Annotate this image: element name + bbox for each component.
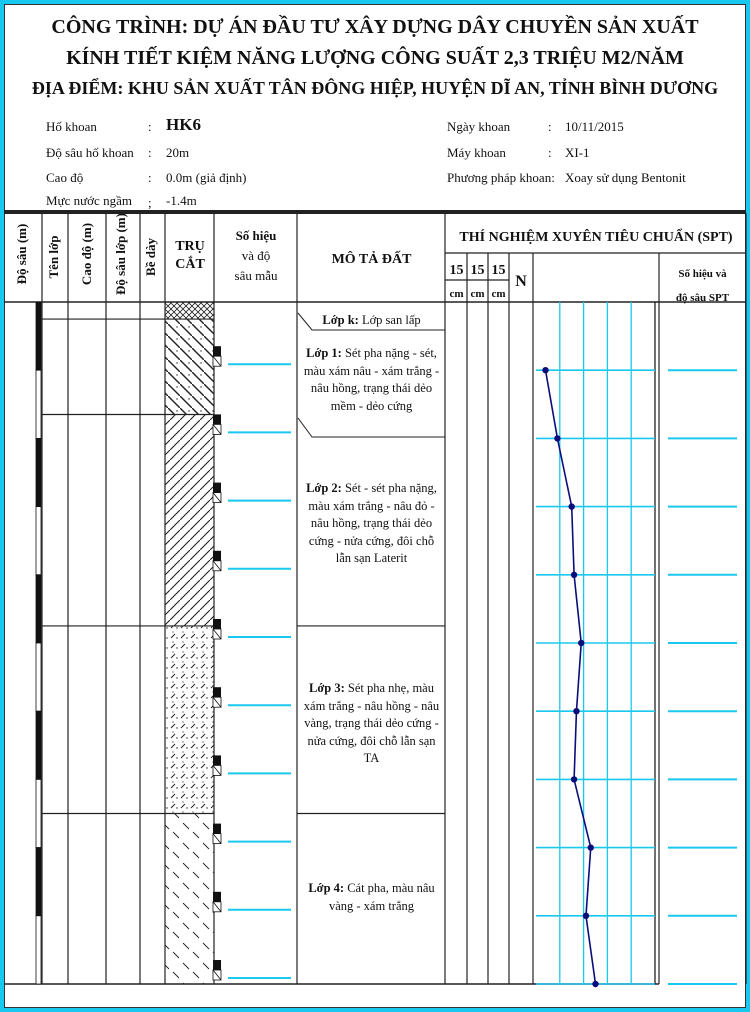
sample-line2: và độ (241, 248, 271, 264)
soil-description-label: Lớp 2: (306, 481, 342, 495)
depth-scale-segment (36, 507, 41, 575)
info-value-machine: XI-1 (565, 145, 590, 160)
spt-n-point (592, 981, 598, 987)
spt-n-point (571, 776, 577, 782)
info-value-date: 10/11/2015 (565, 119, 624, 134)
sample-marker-solid (213, 755, 221, 765)
info-label-elevation: Cao độ (46, 170, 84, 185)
depth-scale-segment (36, 848, 41, 916)
info-label-borehole: Hố khoan (46, 119, 97, 134)
spt-n-point (571, 572, 577, 578)
depth-scale-segment (36, 302, 41, 370)
spt-n-line (546, 370, 596, 984)
sample-marker-solid (213, 483, 221, 493)
col-header-layer-depth: Độ sâu lớp (m) (113, 213, 128, 295)
soil-description-label: Lớp k: (322, 313, 359, 327)
soil-description-label: Lớp 1: (306, 346, 342, 360)
project-title-line1: CÔNG TRÌNH: DỰ ÁN ĐẦU TƯ XÂY DỰNG DÂY CHUYỀN SẢN XUẤT (51, 16, 699, 38)
soil-description-layer-4 (300, 880, 443, 915)
col-header-sample (215, 226, 297, 286)
sample-marker-solid (213, 551, 221, 561)
depth-scale-segment (36, 711, 41, 779)
lithology-pattern-layer-2 (165, 415, 214, 626)
info-sep: ; (148, 195, 152, 210)
project-location: ĐỊA ĐIỂM: KHU SẢN XUẤT TÂN ĐÔNG HIỆP, HUYỆN DĨ AN, TỈNH BÌNH DƯƠNG (31, 78, 719, 98)
soil-description-text: Sét - sét pha nặng, màu xám trắng - nâu đỏ - nâu hồng, trạng thái dẻo cứng - nửa cứng, đôi chỗ lẫn sạn Laterit (308, 481, 437, 565)
blow-unit-1: cm (449, 288, 464, 300)
lithology-pattern-layer-3 (165, 626, 214, 814)
core-line1: TRỤ (175, 239, 205, 254)
col-header-layer-name: Tên lớp (46, 235, 61, 279)
soil-description-layer-k (300, 312, 443, 330)
spt-id-header-line1: Số hiệu và (678, 268, 727, 280)
soil-description-label: Lớp 3: (309, 681, 345, 695)
depth-scale-segment (36, 370, 41, 438)
spt-n-point (569, 503, 575, 509)
info-label-groundwater: Mực nước ngầm (46, 193, 132, 208)
sample-marker-solid (213, 892, 221, 902)
sample-marker-solid (213, 687, 221, 697)
col-header-spt: THÍ NGHIỆM XUYÊN TIÊU CHUẨN (SPT) (459, 230, 733, 245)
depth-scale-segment (36, 575, 41, 643)
blow-header-2: 15 (470, 263, 485, 278)
spt-n-point (542, 367, 548, 373)
info-value-method: Xoay sử dụng Bentonit (565, 170, 686, 185)
project-title-line2: KÍNH TIẾT KIỆM NĂNG LƯỢNG CÔNG SUẤT 2,3 TRIỆU M2/NĂM (66, 47, 684, 69)
sample-marker-solid (213, 414, 221, 424)
sample-marker-solid (213, 619, 221, 629)
lithology-pattern-layer-1 (165, 319, 214, 414)
soil-description-text: Cát pha, màu nâu vàng - xám trắng (328, 881, 435, 913)
lithology-pattern-layer-k (165, 302, 214, 319)
info-label-method: Phương pháp khoan: (447, 170, 555, 185)
spt-id-header-line2: độ sâu SPT (675, 292, 730, 305)
soil-description-layer-3 (300, 680, 443, 768)
description-callout-1 (298, 418, 445, 437)
lithology-pattern-layer-4 (165, 814, 214, 985)
blow-unit-2: cm (470, 288, 485, 300)
blow-header-1: 15 (449, 263, 464, 278)
blow-unit-3: cm (491, 288, 506, 300)
info-sep: : (548, 145, 552, 160)
soil-description-label: Lớp 4: (308, 881, 345, 895)
info-sep: : (548, 119, 552, 134)
sample-marker-solid (213, 824, 221, 834)
info-value-elevation: 0.0m (giả định) (166, 170, 247, 185)
soil-description-text: Lớp san lấp (358, 313, 421, 327)
spt-id-header (659, 262, 746, 310)
depth-scale-segment (36, 916, 41, 984)
soil-description-layer-2 (300, 480, 443, 568)
info-value-borehole: HK6 (166, 115, 201, 134)
info-value-depth: 20m (166, 145, 190, 160)
info-sep: : (148, 145, 152, 160)
info-label-depth: Độ sâu hố khoan (46, 145, 134, 160)
info-value-groundwater: -1.4m (166, 193, 197, 208)
info-sep: : (148, 170, 152, 185)
sample-marker-solid (213, 960, 221, 970)
info-label-date: Ngày khoan (447, 119, 511, 134)
sample-line3: sâu mẫu (234, 268, 278, 284)
info-label-machine: Máy khoan (447, 145, 506, 160)
col-header-thickness: Bề dày (143, 238, 158, 276)
col-header-core (165, 238, 215, 274)
sample-marker-solid (213, 346, 221, 356)
soil-description-text: Sét pha nặng - sét, màu xám nâu - xám trắng - nâu hồng, trạng thái dẻo mềm - dẻo cứng (303, 346, 440, 413)
depth-scale-segment (36, 438, 41, 506)
n-header: N (515, 273, 527, 290)
depth-scale-segment (36, 643, 41, 711)
col-header-depth: Độ sâu (m) (14, 223, 29, 285)
col-header-elevation: Cao độ (m) (79, 222, 94, 286)
soil-description-layer-1 (300, 345, 443, 415)
blow-header-3: 15 (491, 263, 506, 278)
col-header-description: MÔ TẢ ĐẤT (331, 252, 412, 267)
core-line2: CẮT (175, 257, 205, 273)
spt-n-point (588, 844, 594, 850)
soil-description-text: Sét pha nhẹ, màu xám trắng - nâu hồng - nâu vàng, trạng thái dẻo cứng - nửa cứng, đôi chỗ lẫn sạn TA (303, 681, 440, 765)
spt-n-point (583, 913, 589, 919)
info-sep: : (148, 119, 152, 134)
depth-scale-segment (36, 779, 41, 847)
sample-line1: Số hiệu (235, 228, 277, 243)
spt-n-point (578, 640, 584, 646)
spt-n-point (573, 708, 579, 714)
spt-n-point (554, 435, 560, 441)
